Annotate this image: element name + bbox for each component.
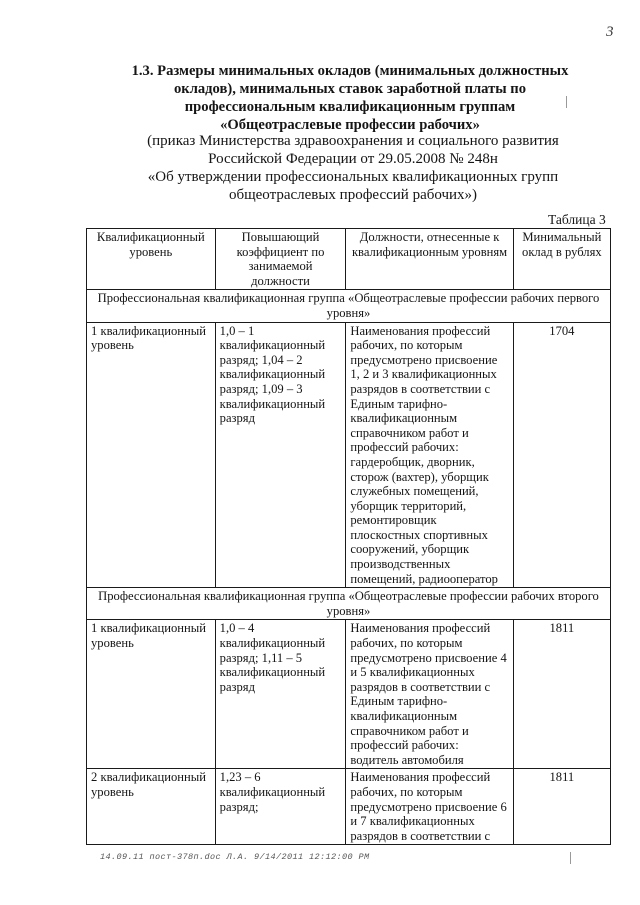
table-row	[87, 769, 611, 845]
subheading-line: общеотраслевых профессий рабочих»)	[228, 187, 478, 203]
table-caption: Таблица 3	[548, 212, 606, 227]
header-level: Квалификационный уровень	[87, 229, 216, 290]
salary-cell: 1811	[513, 620, 610, 769]
coefficient-cell: 1,23 – 6 квалификационный разряд;	[215, 769, 346, 845]
heading-line: «Общеотраслевые профессии рабочих»	[220, 117, 480, 133]
level-cell: 1 квалификационный уровень	[87, 322, 216, 588]
group-title: Профессиональная квалификационная группа «Общеотраслевые профессии рабочих первого уровня»	[87, 290, 611, 322]
salary-cell: 1704	[513, 322, 610, 588]
subheading-line: Российской Федерации от 29.05.2008 № 248н	[208, 151, 498, 167]
header-salary: Минимальный оклад в рублях	[513, 229, 610, 290]
positions-cell: Наименования профессий рабочих, по которым предусмотрено присвоение 1, 2 и 3 квалификационных разрядов в соответствии с Единым тарифно-квалификационным справочником работ и профессий рабочих: гардеробщик, дворник, сторож (вахтер), уборщик служебных помещений, уборщик территорий, ремонтировщик плоскостных спортивных сооружений, уборщик производственных помещений, радиооператор	[346, 322, 513, 588]
header-positions: Должности, отнесенные к квалификационным уровням	[346, 229, 513, 290]
header-coefficient: Повышающий коэффициент по занимаемой должности	[215, 229, 346, 290]
heading-line: 1.3. Размеры минимальных окладов (минимальных должностных	[131, 63, 569, 79]
salary-cell: 1811	[513, 769, 610, 845]
salary-table	[86, 228, 611, 845]
section-heading	[100, 62, 600, 134]
heading-line: окладов), минимальных ставок заработной платы по	[173, 81, 527, 97]
group-title-row	[87, 588, 611, 620]
scan-mark	[566, 96, 567, 108]
coefficient-cell: 1,0 – 4 квалификационный разряд; 1,11 – 5 квалификационный разряд	[215, 620, 346, 769]
level-cell: 1 квалификационный уровень	[87, 620, 216, 769]
subheading-line: «Об утверждении профессиональных квалификационных групп	[147, 169, 559, 185]
table-header-row	[87, 229, 611, 290]
level-cell: 2 квалификационный уровень	[87, 769, 216, 845]
scan-mark	[570, 852, 571, 864]
table-row	[87, 620, 611, 769]
group-title: Профессиональная квалификационная группа «Общеотраслевые профессии рабочих второго уровня»	[87, 588, 611, 620]
positions-cell: Наименования профессий рабочих, по которым предусмотрено присвоение 4 и 5 квалификационных разрядов в соответствии с Единым тарифно-квалификационным справочником работ и профессий рабочих: водитель автомобиля	[346, 620, 513, 769]
coefficient-cell: 1,0 – 1 квалификационный разряд; 1,04 – 2 квалификационный разряд; 1,09 – 3 квалификационный разряд	[215, 322, 346, 588]
file-footer: 14.09.11 пост-378п.doc Л.А. 9/14/2011 12:12:00 PM	[100, 852, 370, 862]
order-reference	[118, 132, 588, 204]
group-title-row	[87, 290, 611, 322]
positions-cell: Наименования профессий рабочих, по которым предусмотрено присвоение 6 и 7 квалификационных разрядов в соответствии с	[346, 769, 513, 845]
page-number: 3	[606, 24, 614, 40]
table-row	[87, 322, 611, 588]
subheading-line: (приказ Министерства здравоохранения и социального развития	[147, 133, 559, 149]
heading-line: профессиональным квалификационным группам	[184, 99, 516, 115]
